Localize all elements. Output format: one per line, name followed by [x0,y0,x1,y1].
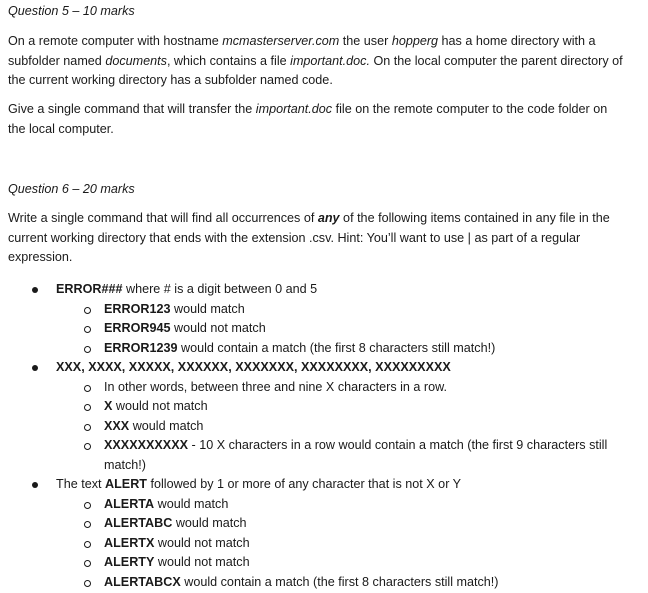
hollow-bullet-icon [84,443,91,450]
hollow-bullet-icon [84,541,91,548]
sub-list-item: ALERTABC would match [8,514,638,534]
sub-list-item: ALERTX would not match [8,534,638,554]
sub-list-item: XXX would match [8,417,638,437]
list-item: ERROR### where # is a digit between 0 and 5 [8,280,638,300]
list-item: XXX, XXXX, XXXXX, XXXXXX, XXXXXXX, XXXXXXXX, XXXXXXXXX [8,358,638,378]
bullet-icon [32,287,38,293]
hollow-bullet-icon [84,307,91,314]
sub-list-item: XXXXXXXXXX - 10 X characters in a row would contain a match (the first 9 characters still match!) [8,436,624,475]
hollow-bullet-icon [84,502,91,509]
hollow-bullet-icon [84,346,91,353]
hollow-bullet-icon [84,404,91,411]
sub-list-item: ALERTA would match [8,495,638,515]
requirement-list [8,280,638,592]
hollow-bullet-icon [84,560,91,567]
hollow-bullet-icon [84,385,91,392]
hollow-bullet-icon [84,580,91,587]
sub-list-item: In other words, between three and nine X characters in a row. [8,378,638,398]
sub-list-item: ERROR1239 would contain a match (the first 8 characters still match!) [8,339,638,359]
question-5-paragraph-2: Give a single command that will transfer the important.doc file on the remote computer to the code folder on the local computer. [8,102,608,136]
list-item: The text ALERT followed by 1 or more of any character that is not X or Y [8,475,638,495]
sub-list-item: ERROR945 would not match [8,319,638,339]
hollow-bullet-icon [84,326,91,333]
sub-list-item: ALERTY would not match [8,553,638,573]
sub-list-item: ERROR123 would match [8,300,638,320]
question-5-paragraph-1: On a remote computer with hostname mcmasterserver.com the user hopperg has a home directory with a subfolder named documents, which contains a file important.doc. On the local computer the parent directory of the current working directory has a subfolder named code. [8,34,623,87]
bullet-icon [32,482,38,488]
hollow-bullet-icon [84,424,91,431]
sub-list-item: ALERTABCX would contain a match (the first 8 characters still match!) [8,573,638,593]
sub-list-item: X would not match [8,397,638,417]
bullet-icon [32,365,38,371]
hollow-bullet-icon [84,521,91,528]
question-6-paragraph-1: Write a single command that will find all occurrences of any of the following items contained in any file in the current working directory that ends with the extension .csv. Hint: You’ll want to use | as part of a regular expression. [8,211,610,264]
question-6-heading: Question 6 – 20 marks [8,182,135,196]
question-5-heading: Question 5 – 10 marks [8,4,135,18]
